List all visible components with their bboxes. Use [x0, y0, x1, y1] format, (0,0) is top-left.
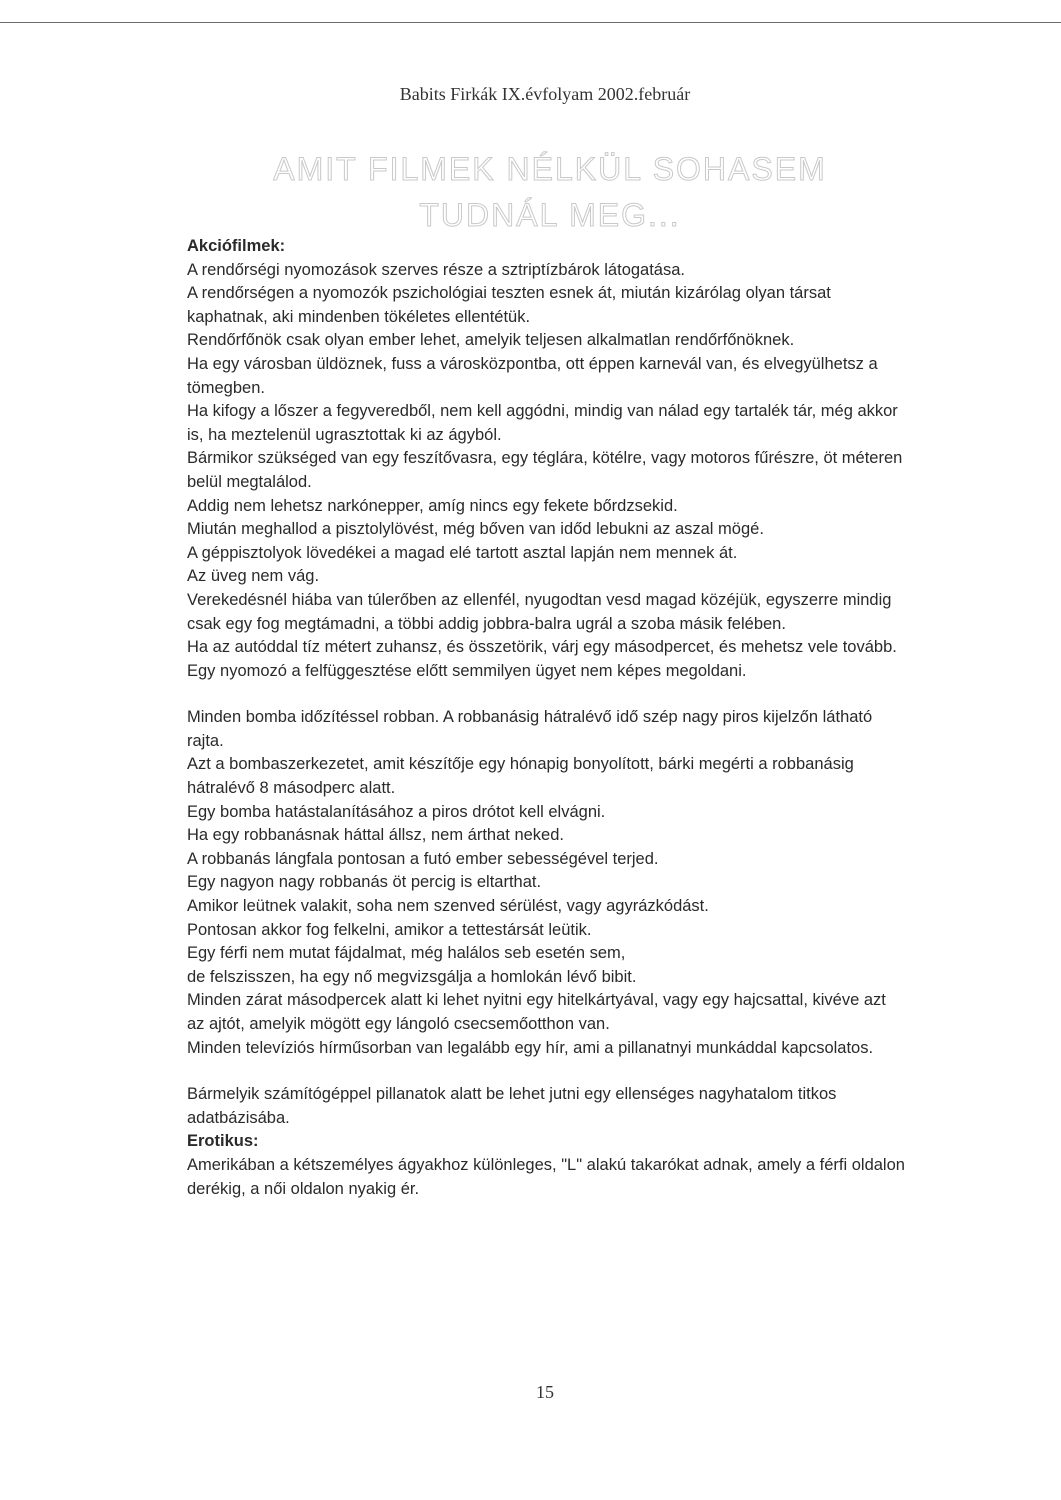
paragraph: Ha az autóddal tíz métert zuhansz, és összetörik, várj egy másodpercet, és mehetsz vele tovább.	[187, 638, 897, 657]
section-gap	[187, 1060, 907, 1083]
paragraph: A géppisztolyok lövedékei a magad elé tartott asztal lapján nem mennek át.	[187, 543, 738, 562]
section-gap	[187, 683, 907, 706]
paragraph: Minden bomba időzítéssel robban. A robbanásig hátralévő idő szép nagy piros kijelzőn látható rajta.	[187, 708, 873, 750]
paragraph: Egy bomba hatástalanításához a piros drótot kell elvágni.	[187, 802, 606, 821]
page-header: Babits Firkák IX.évfolyam 2002.február	[399, 84, 691, 104]
paragraph: Rendőrfőnök csak olyan ember lehet, amelyik teljesen alkalmatlan rendőrfőnöknek.	[187, 331, 795, 350]
top-rule	[0, 22, 1061, 23]
paragraph: Az üveg nem vág.	[187, 567, 320, 586]
page-number: 15	[536, 1382, 554, 1402]
paragraph: A rendőrségi nyomozások szerves része a sztriptízbárok látogatása.	[187, 260, 685, 279]
paragraph: Miután meghallod a pisztolylövést, még bőven van időd lebukni az aszal mögé.	[187, 520, 764, 539]
paragraph: Bármikor szükséged van egy feszítővasra, egy téglára, kötélre, vagy motoros fűrészre, öt méteren belül megtalálod.	[187, 449, 903, 491]
paragraph: Ha egy városban üldöznek, fuss a városközpontba, ott éppen karnevál van, és elvegyülhetsz a tömegben.	[187, 354, 878, 397]
paragraph: Amikor leütnek valakit, soha nem szenved sérülést, vagy agyrázkódást.	[187, 897, 709, 916]
paragraph: Pontosan akkor fog felkelni, amikor a tettestársát leütik.	[187, 920, 592, 939]
paragraph: Minden televíziós hírműsorban van legalább egy hír, ami a pillanatnyi munkáddal kapcsolatos.	[187, 1038, 874, 1057]
section-heading-action: Akciófilmek:	[187, 237, 286, 255]
paragraph: Minden zárat másodpercek alatt ki lehet nyitni egy hitelkártyával, vagy egy hajcsattal, kivéve azt az ajtót, amelyik mögött egy lángoló csecsemőotthon van.	[187, 991, 886, 1033]
article-title: AMIT FILMEK NÉLKÜL SOHASEM TUDNÁL MEG...	[273, 151, 827, 233]
paragraph: Amerikában a kétszemélyes ágyakhoz különleges, "L" alakú takarókat adnak, amely a férfi oldalon derékig, a női oldalon nyakig ér.	[187, 1155, 905, 1198]
paragraph: A robbanás lángfala pontosan a futó ember sebességével terjed.	[187, 849, 659, 868]
paragraph: Ha kifogy a lőszer a fegyveredből, nem kell aggódni, mindig van nálad egy tartalék tár, még akkor is, ha meztelenül ugrasztottak ki az ágyból.	[187, 402, 898, 444]
paragraph: Azt a bombaszerkezetet, amit készítője egy hónapig bonyolított, bárki megérti a robbanásig hátralévő 8 másodperc alatt.	[187, 755, 854, 798]
section-heading-erotic: Erotikus:	[187, 1132, 259, 1151]
paragraph: Bármelyik számítógéppel pillanatok alatt be lehet jutni egy ellenséges nagyhatalom titkos adatbázisába.	[187, 1085, 837, 1127]
paragraph: Egy férfi nem mutat fájdalmat, még halálos seb esetén sem,	[187, 944, 626, 963]
paragraph: A rendőrségen a nyomozók pszichológiai teszten esnek át, miután kizárólag olyan társat kaphatnak, aki mindenben tökéletes ellentétük.	[187, 284, 831, 326]
paragraph: Verekedésnél hiába van túlerőben az ellenfél, nyugodtan vesd magad közéjük, egyszerre mindig csak egy fog megtámadni, a többi addig jobbra-balra ugrál a szoba másik felében.	[187, 590, 892, 633]
paragraph: Egy nyomozó a felfüggesztése előtt semmilyen ügyet nem képes megoldani.	[187, 661, 747, 680]
paragraph: Addig nem lehetsz narkónepper, amíg nincs egy fekete bőrdzsekid.	[187, 496, 678, 515]
article-body	[187, 235, 907, 1201]
paragraph: de felszisszen, ha egy nő megvizsgálja a homlokán lévő bibit.	[187, 967, 637, 986]
paragraph: Ha egy robbanásnak háttal állsz, nem árthat neked.	[187, 826, 564, 845]
paragraph: Egy nagyon nagy robbanás öt percig is eltarthat.	[187, 873, 542, 892]
